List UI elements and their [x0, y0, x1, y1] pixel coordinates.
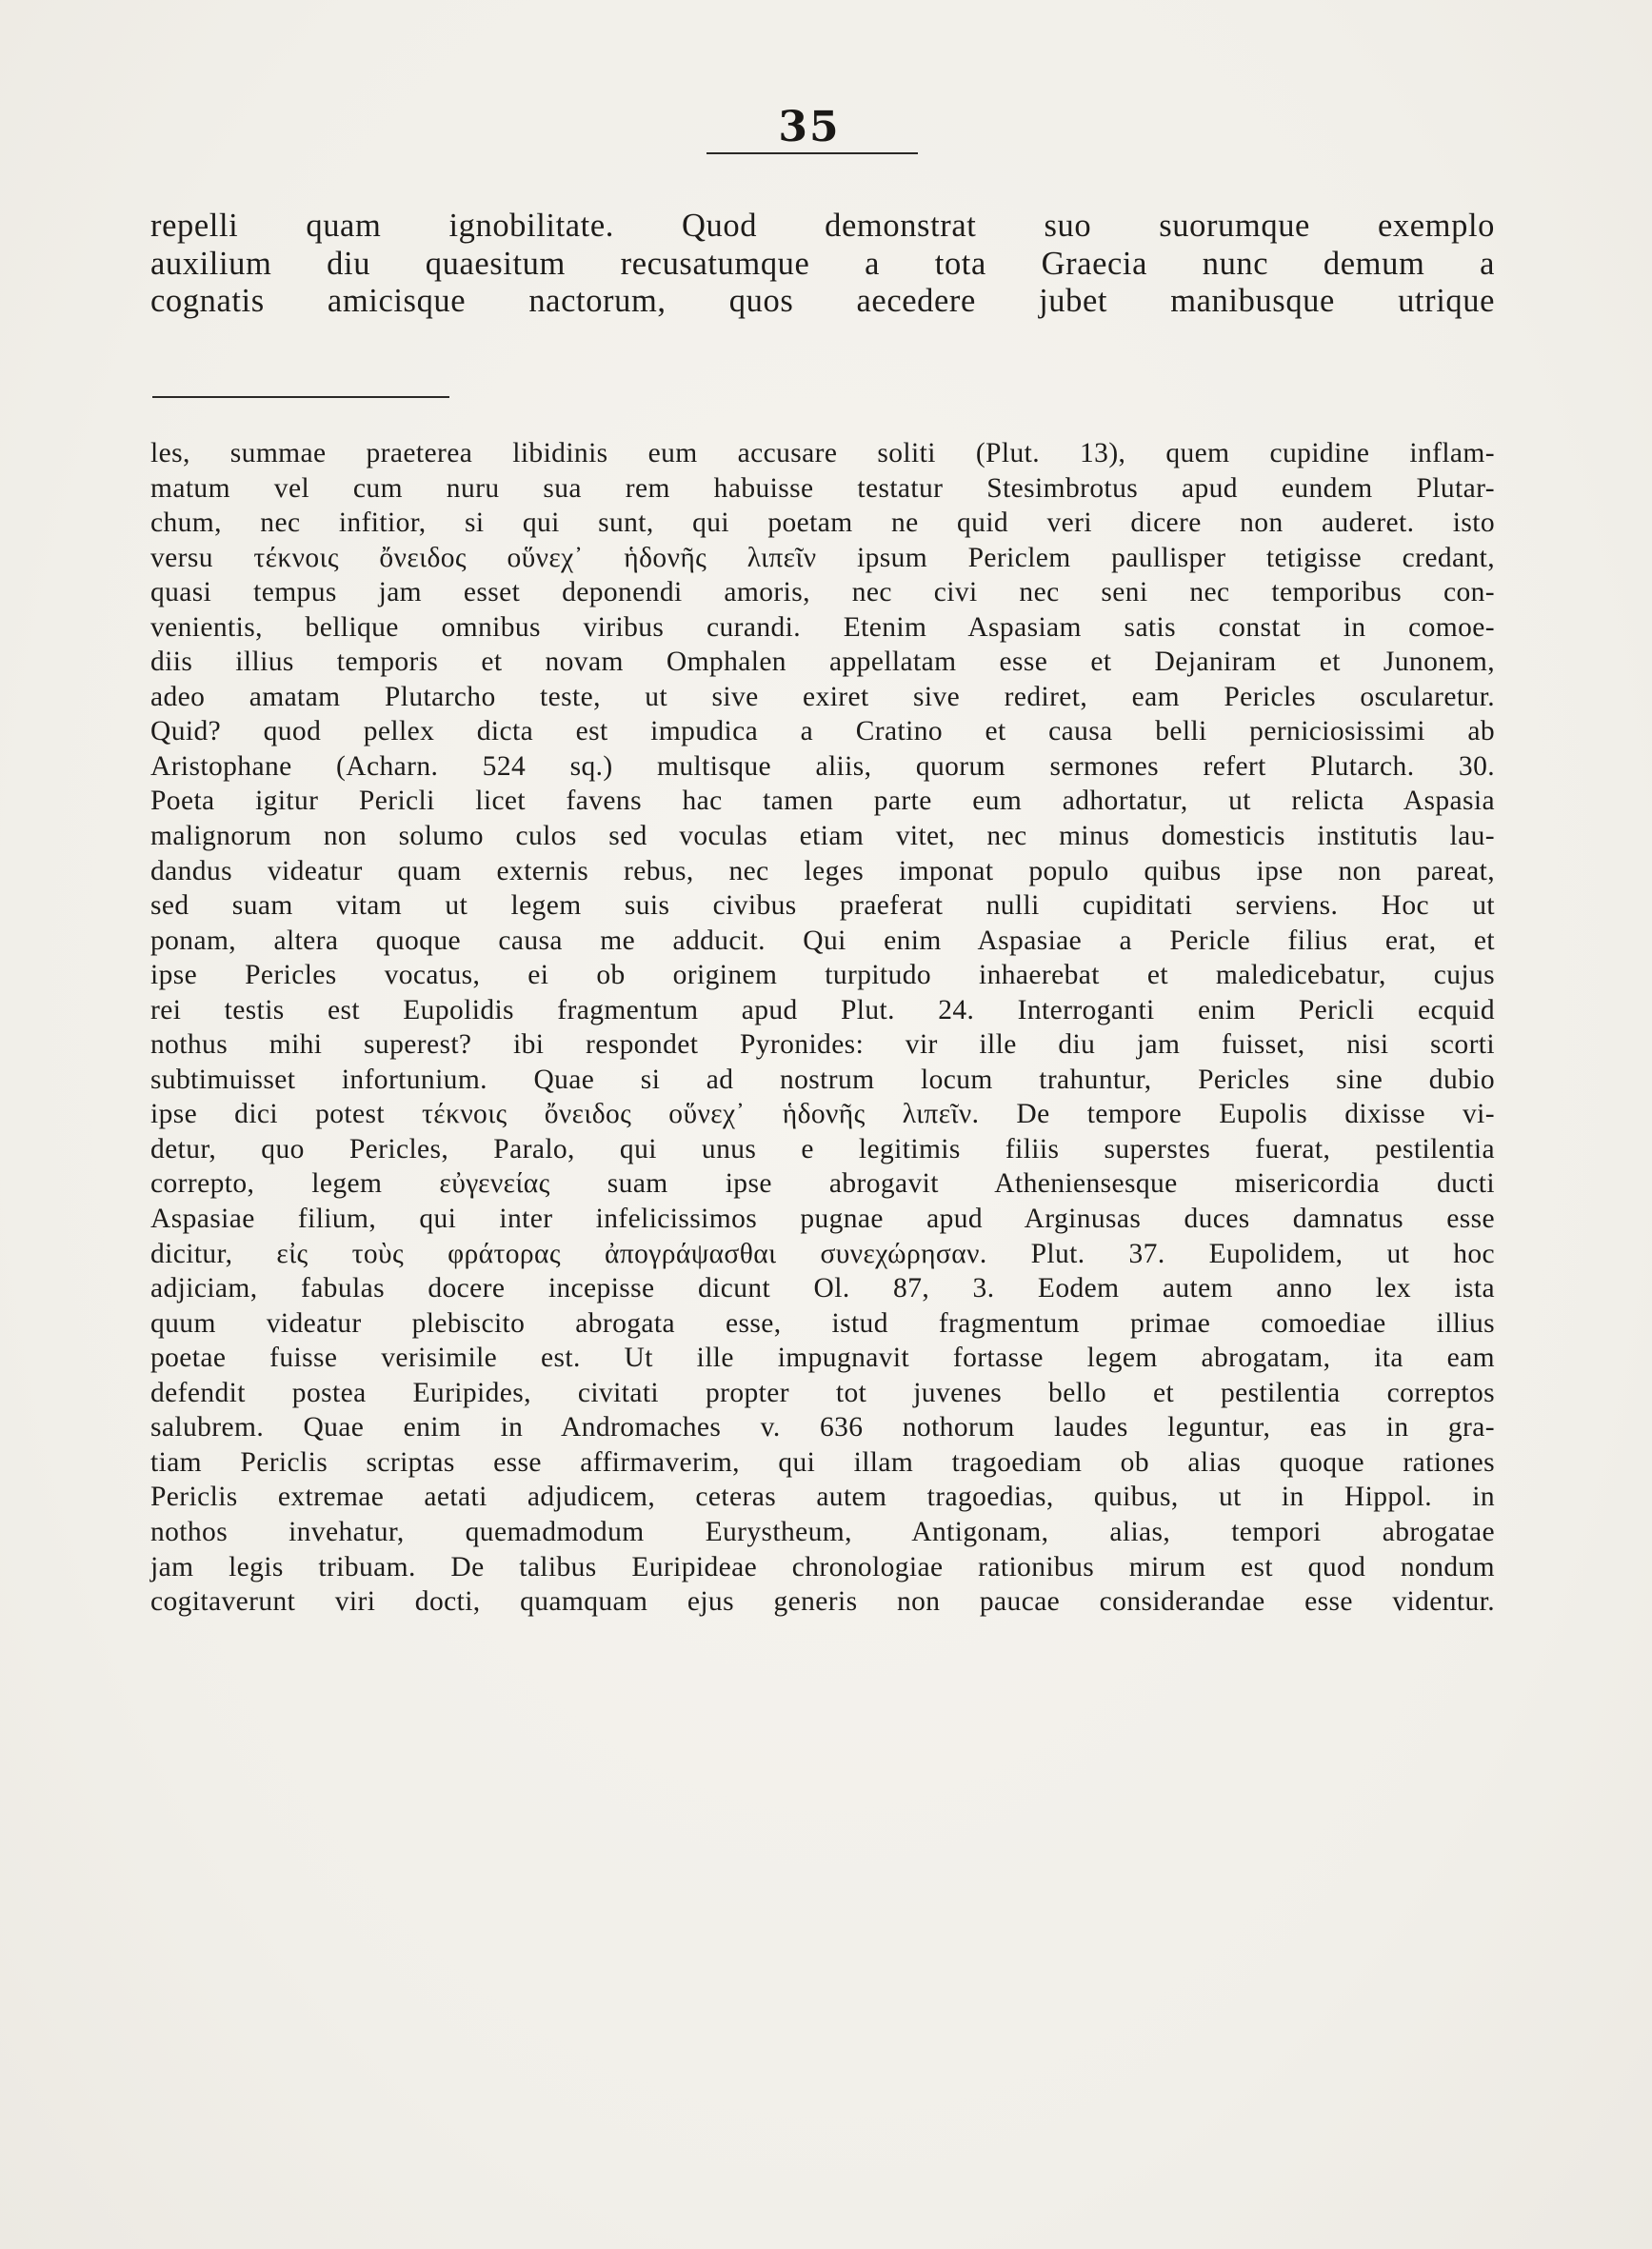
- main-text-line: auxilium diu quaesitum recusatumque a tota Graecia nunc demum a: [150, 245, 1495, 282]
- main-text-line: cognatis amicisque nactorum, quos aecedere jubet manibusque utrique: [150, 283, 1495, 319]
- footnote-line: versu τέκνοις ὄνειδος οὕνεχ᾽ ἡδονῆς λιπεῖν ipsum Periclem paullisper tetigisse credant,: [150, 542, 1495, 573]
- footnote-line: correpto, legem εὐγενείας suam ipse abrogavit Atheniensesque misericordia ducti: [150, 1168, 1495, 1200]
- footnote-line: sed suam vitam ut legem suis civibus praeferat nulli cupiditati serviens. Hoc ut: [150, 890, 1495, 922]
- footnote-line: quum videatur plebiscito abrogata esse, istud fragmentum primae comoediae illius: [150, 1307, 1495, 1339]
- footnote-line: Aristophane (Acharn. 524 sq.) multisque aliis, quorum sermones refert Plutarch. 30.: [150, 750, 1495, 782]
- footnote-line: Aspasiae filium, qui inter infelicissimos pugnae apud Arginusas duces damnatus esse: [150, 1204, 1495, 1235]
- footnote-line: defendit postea Euripides, civitati propter tot juvenes bello et pestilentia correptos: [150, 1377, 1495, 1408]
- footnote-line: tiam Periclis scriptas esse affirmaverim, qui illam tragoediam ob alias quoque rationes: [150, 1446, 1495, 1478]
- footnote-line: ponam, altera quoque causa me adducit. Qui enim Aspasiae a Pericle filius erat, et: [150, 925, 1495, 956]
- footnote-line: matum vel cum nuru sua rem habuisse testatur Stesimbrotus apud eundem Plutar-: [150, 472, 1495, 504]
- footnote-line: jam legis tribuam. De talibus Euripideae chronologiae rationibus mirum est quod nondum: [150, 1551, 1495, 1582]
- footnote-line: adeo amatam Plutarcho teste, ut sive exiret sive rediret, eam Pericles oscularetur.: [150, 681, 1495, 712]
- footnote-line: nothus mihi superest? ibi respondet Pyronides: vir ille diu jam fuisset, nisi scorti: [150, 1029, 1495, 1061]
- footnote-line: Periclis extremae aetati adjudicem, ceteras autem tragoedias, quibus, ut in Hippol. in: [150, 1482, 1495, 1513]
- page-number: 35: [778, 103, 841, 151]
- footnote-line: poetae fuisse verisimile est. Ut ille impugnavit fortasse legem abrogatam, ita eam: [150, 1343, 1495, 1374]
- footnote-line: les, summae praeterea libidinis eum accusare soliti (Plut. 13), quem cupidine inflam-: [150, 438, 1495, 468]
- footnote-line: Quid? quod pellex dicta est impudica a Cratino et causa belli perniciosissimi ab: [150, 716, 1495, 747]
- footnote-line: Poeta igitur Pericli licet favens hac tamen parte eum adhortatur, ut relicta Aspasia: [150, 786, 1495, 817]
- footnote-line: rei testis est Eupolidis fragmentum apud Plut. 24. Interroganti enim Pericli ecquid: [150, 994, 1495, 1025]
- footnote-line: venientis, bellique omnibus viribus curandi. Etenim Aspasiam satis constat in comoe-: [150, 611, 1495, 643]
- footnote-line: chum, nec infitior, si qui sunt, qui poetam ne quid veri dicere non auderet. isto: [150, 508, 1495, 539]
- footnote-line: dicitur, εἰς τοὺς φράτορας ἀπογράψασθαι συνεχώρησαν. Plut. 37. Eupolidem, ut hoc: [150, 1238, 1495, 1269]
- footnote-line: detur, quo Pericles, Paralo, qui unus e legitimis filiis superstes fuerat, pestilentia: [150, 1133, 1495, 1164]
- main-text-line: repelli quam ignobilitate. Quod demonstrat suo suorumque exemplo: [150, 208, 1495, 244]
- footnote-line: nothos invehatur, quemadmodum Eurystheum, Antigonam, alias, tempori abrogatae: [150, 1516, 1495, 1547]
- footnote-line: diis illius temporis et novam Omphalen appellatam esse et Dejaniram et Junonem,: [150, 647, 1495, 678]
- footnote-line: cogitaverunt viri docti, quamquam ejus generis non paucae considerandae esse videntur.: [150, 1586, 1495, 1618]
- main-text: [150, 208, 1495, 321]
- footnote-line: dandus videatur quam externis rebus, nec leges imponat populo quibus ipse non pareat,: [150, 855, 1495, 886]
- footnote-line: malignorum non solumo culos sed voculas etiam vitet, nec minus domesticis institutis lau-: [150, 821, 1495, 852]
- footnote-line: quasi tempus jam esset deponendi amoris, nec civi nec seni nec temporibus con-: [150, 577, 1495, 608]
- footnote-line: subtimuisset infortunium. Quae si ad nostrum locum trahuntur, Pericles sine dubio: [150, 1064, 1495, 1095]
- footnote-line: adjiciam, fabulas docere incepisse dicunt Ol. 87, 3. Eodem autem anno lex ista: [150, 1273, 1495, 1304]
- footnote-line: ipse Pericles vocatus, ei ob originem turpitudo inhaerebat et maledicebatur, cujus: [150, 960, 1495, 991]
- footnote-rule: [152, 396, 449, 398]
- header-rule: [707, 152, 918, 154]
- footnote-text: [150, 436, 1495, 1620]
- footnote-line: ipse dici potest τέκνοις ὄνειδος οὕνεχ᾽ ἡδονῆς λιπεῖν. De tempore Eupolis dixisse vi-: [150, 1099, 1495, 1130]
- footnote-line: salubrem. Quae enim in Andromaches v. 636 nothorum laudes leguntur, eas in gra-: [150, 1412, 1495, 1443]
